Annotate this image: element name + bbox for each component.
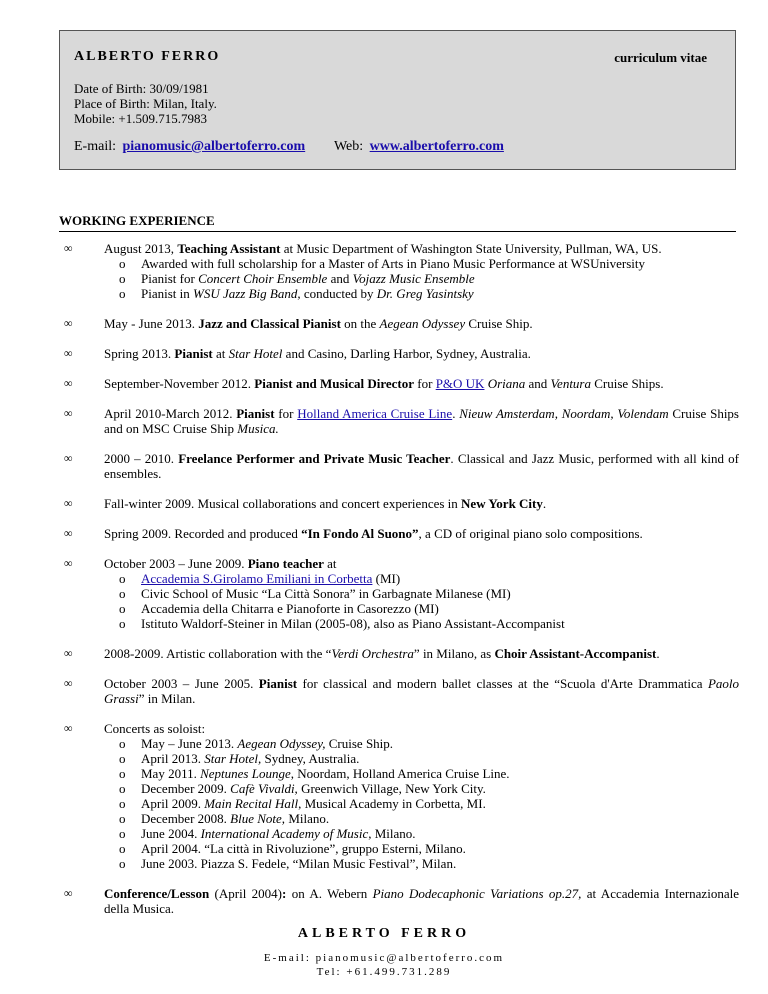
sub-list-item: o Civic School of Music “La Città Sonora” in Garbagnate Milanese (MI) [119, 586, 511, 601]
list-item: ∞ May - June 2013. Jazz and Classical Pianist on the Aegean Odyssey Cruise Ship. [64, 316, 533, 331]
bullet-icon: ∞ [64, 556, 73, 570]
sub-list-item: o Accademia S.Girolamo Emiliani in Corbetta (MI) [119, 571, 401, 586]
bullet-icon: ∞ [64, 526, 73, 540]
contact-line [74, 139, 504, 155]
list-item: ∞ October 2003 – June 2005. Pianist for classical and modern ballet classes at the “Scuola d'Arte Drammatica Paolo Grassi” in Milan. [64, 676, 740, 706]
sub-list-item: o Pianist for Concert Choir Ensemble and Vojazz Music Ensemble [119, 271, 475, 286]
list-item: ∞ 2000 – 2010. Freelance Performer and Private Music Teacher. Classical and Jazz Music, performed with all kind of ensembles. [64, 451, 739, 481]
personal-info [74, 81, 217, 126]
sub-list [104, 736, 739, 871]
list-item: ∞ September-November 2012. Pianist and Musical Director for P&O UK Oriana and Ventura Cruise Ships. [64, 376, 664, 391]
sub-list-item: o April 2009. Main Recital Hall, Musical Academy in Corbetta, MI. [119, 796, 486, 811]
sub-list-item: o Accademia della Chitarra e Pianoforte in Casorezzo (MI) [119, 601, 439, 616]
bullet-icon: ∞ [64, 721, 73, 735]
list-item: ∞ Fall-winter 2009. Musical collaborations and concert experiences in New York City. [64, 496, 547, 511]
list-item: ∞ April 2010-March 2012. Pianist for Holland America Cruise Line. Nieuw Amsterdam, Noordam, Volendam Cruise Ships and on MSC Cruise Ship Musica. [64, 406, 739, 436]
bullet-icon: ∞ [64, 496, 73, 510]
bullet-icon: ∞ [64, 376, 73, 390]
bullet-icon: ∞ [64, 406, 73, 420]
experience-list [59, 241, 739, 931]
sub-list-item: o December 2008. Blue Note, Milano. [119, 811, 330, 826]
web-label: Web: [333, 139, 364, 154]
sub-list-item: o April 2013. Star Hotel, Sydney, Australia. [119, 751, 360, 766]
sub-list [104, 256, 739, 301]
bullet-icon: ∞ [64, 316, 73, 330]
footer-email: E-mail: pianomusic@albertoferro.com [263, 952, 505, 964]
place-of-birth: Place of Birth: Milan, Italy. [74, 96, 217, 111]
email-label: E-mail: [74, 139, 116, 154]
header-name: ALBERTO FERRO [74, 49, 221, 64]
list-item: ∞ Spring 2009. Recorded and produced “In Fondo Al Suono”, a CD of original piano solo compositions. [64, 526, 643, 541]
bullet-icon: ∞ [64, 346, 73, 360]
bullet-icon: ∞ [64, 451, 73, 465]
list-item: ∞ August 2013, Teaching Assistant at Music Department of Washington State University, Pullman, WA, US. o Awarded with full scholarship for a Master of Arts in Piano Music Performance at WSUniversity o Pianist for Concert Choir Ensemble and Vojazz Music Ensemble o Pianist in WSU Jazz Big Band, conducted by Dr. Greg Yasintsky [59, 241, 739, 301]
document-type: curriculum vitae [614, 50, 707, 65]
list-item: ∞ October 2003 – June 2009. Piano teacher at o Accademia S.Girolamo Emiliani in Corbetta (MI) o Civic School of Music “La Città Sonora” in Garbagnate Milanese (MI) o Accademia della Chitarra e Pianoforte in Casorezzo (MI) o Istituto Waldorf-Steiner in Milan (2005-08), also as Piano Assistant-Accompanist [59, 556, 739, 631]
bullet-icon: ∞ [64, 646, 73, 660]
accademia-link[interactable]: Accademia S.Girolamo Emiliani in Corbetta [141, 571, 373, 586]
sub-list-item: o April 2004. “La città in Rivoluzione”, gruppo Esterni, Milano. [119, 841, 466, 856]
sub-list-item: o Awarded with full scholarship for a Master of Arts in Piano Music Performance at WSUniversity [119, 256, 646, 271]
email-link[interactable]: pianomusic@albertoferro.com [122, 139, 306, 154]
list-item: ∞ 2008-2009. Artistic collaboration with the “Verdi Orchestra” in Milano, as Choir Assistant-Accompanist. [64, 646, 660, 661]
section-title: WORKING EXPERIENCE [59, 213, 736, 232]
sub-list-item: o June 2003. Piazza S. Fedele, “Milan Music Festival”, Milan. [119, 856, 457, 871]
holland-america-link[interactable]: Holland America Cruise Line [297, 406, 453, 421]
sub-list-item: o Pianist in WSU Jazz Big Band, conducted by Dr. Greg Yasintsky [119, 286, 474, 301]
web-link[interactable]: www.albertoferro.com [369, 139, 504, 154]
bullet-icon: ∞ [64, 241, 73, 255]
mobile-number: Mobile: +1.509.715.7983 [74, 111, 207, 126]
sub-list-item: o June 2004. International Academy of Music, Milano. [119, 826, 416, 841]
list-item: ∞ Spring 2013. Pianist at Star Hotel and Casino, Darling Harbor, Sydney, Australia. [64, 346, 531, 361]
bullet-icon: ∞ [64, 886, 73, 900]
footer-name: ALBERTO FERRO [297, 926, 471, 941]
sub-list-item: o Istituto Waldorf-Steiner in Milan (2005-08), also as Piano Assistant-Accompanist [119, 616, 565, 631]
list-item: ∞ Conference/Lesson (April 2004): on A. Webern Piano Dodecaphonic Variations op.27, at Accademia Internazionale della Musica. [64, 886, 739, 916]
list-item: ∞ Concerts as soloist: o May – June 2013. Aegean Odyssey, Cruise Ship. o April 2013. Star Hotel, Sydney, Australia. o May 2011. Neptunes Lounge, Noordam, Holland America Cruise Line. o December 2009. Cafè Vivaldi, Greenwich Village, New York City. o April 2009. Main Recital Hall, Musical Academy in Corbetta, MI. o December 2008. Blue Note, Milano. o June 2004. International Academy of Music, Milano. o April 2004. “La città in Rivoluzione”, gruppo Esterni, Milano. o June 2003. Piazza S. Fedele, “Milan Music Festival”, Milan. [59, 721, 739, 871]
sub-list-item: o May – June 2013. Aegean Odyssey, Cruise Ship. [119, 736, 394, 751]
bullet-icon: ∞ [64, 676, 73, 690]
date-of-birth: Date of Birth: 30/09/1981 [74, 81, 209, 96]
po-uk-link[interactable]: P&O UK [435, 376, 485, 391]
sub-list [104, 571, 739, 631]
footer-phone: Tel: +61.499.731.289 [316, 966, 452, 978]
header-box [59, 30, 736, 170]
sub-list-item: o May 2011. Neptunes Lounge, Noordam, Holland America Cruise Line. [119, 766, 510, 781]
sub-list-item: o December 2009. Cafè Vivaldi, Greenwich Village, New York City. [119, 781, 486, 796]
